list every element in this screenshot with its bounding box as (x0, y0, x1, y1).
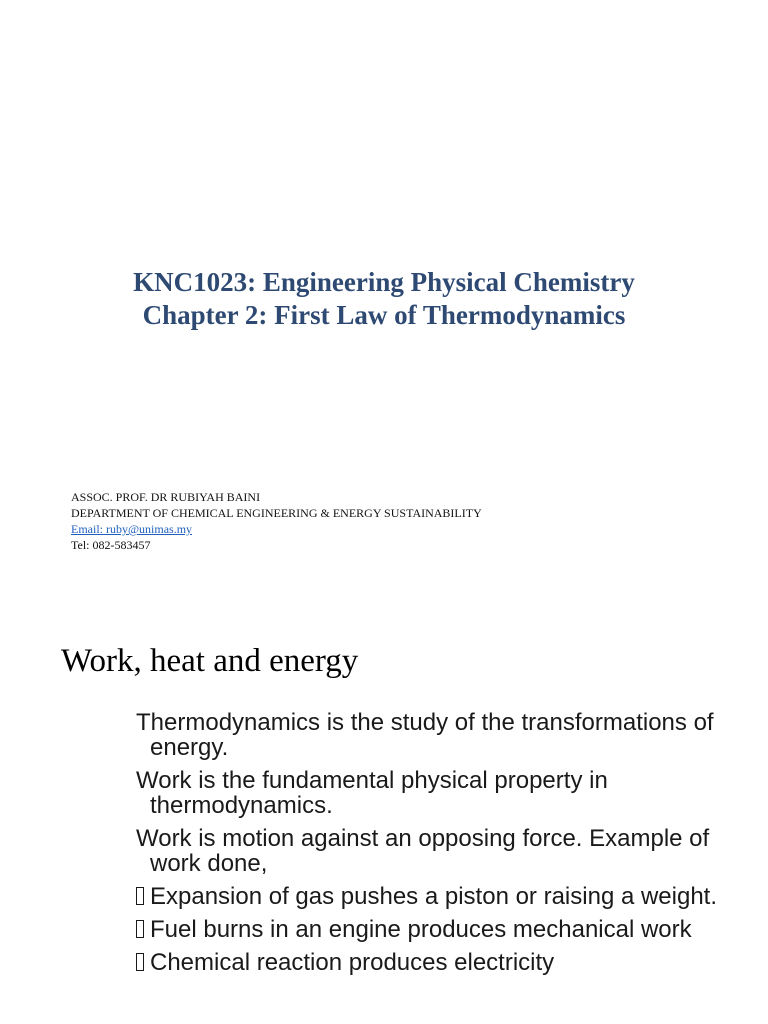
bullet-glyph-icon (136, 953, 144, 971)
bullet-glyph-icon (136, 887, 144, 905)
title-block (0, 266, 768, 332)
course-title: KNC1023: Engineering Physical Chemistry (133, 267, 635, 297)
paragraph: Work is motion against an opposing force. Example of work done, (136, 825, 710, 877)
bullet-item (136, 917, 736, 942)
chapter-title: Chapter 2: First Law of Thermodynamics (142, 300, 626, 330)
bullet-text: Expansion of gas pushes a piston or raising a weight. (150, 883, 718, 910)
paragraph: Thermodynamics is the study of the transformations of energy. (136, 709, 714, 761)
author-name: ASSOC. PROF. DR RUBIYAH BAINI (71, 490, 261, 504)
bullet-text: Chemical reaction produces electricity (150, 949, 555, 976)
email-link[interactable]: Email: ruby@unimas.my (71, 522, 193, 536)
paragraph: Work is the fundamental physical property in thermodynamics. (136, 767, 608, 819)
author-block (71, 489, 482, 553)
bullet-text: Fuel burns in an engine produces mechanical work (150, 916, 692, 943)
body-text (136, 710, 736, 983)
section-heading: Work, heat and energy (61, 643, 359, 679)
department-name: DEPARTMENT OF CHEMICAL ENGINEERING & ENERGY SUSTAINABILITY (71, 506, 482, 520)
bullet-item (136, 950, 736, 975)
bullet-glyph-icon (136, 920, 144, 938)
telephone: Tel: 082-583457 (71, 538, 151, 552)
bullet-item (136, 884, 736, 909)
